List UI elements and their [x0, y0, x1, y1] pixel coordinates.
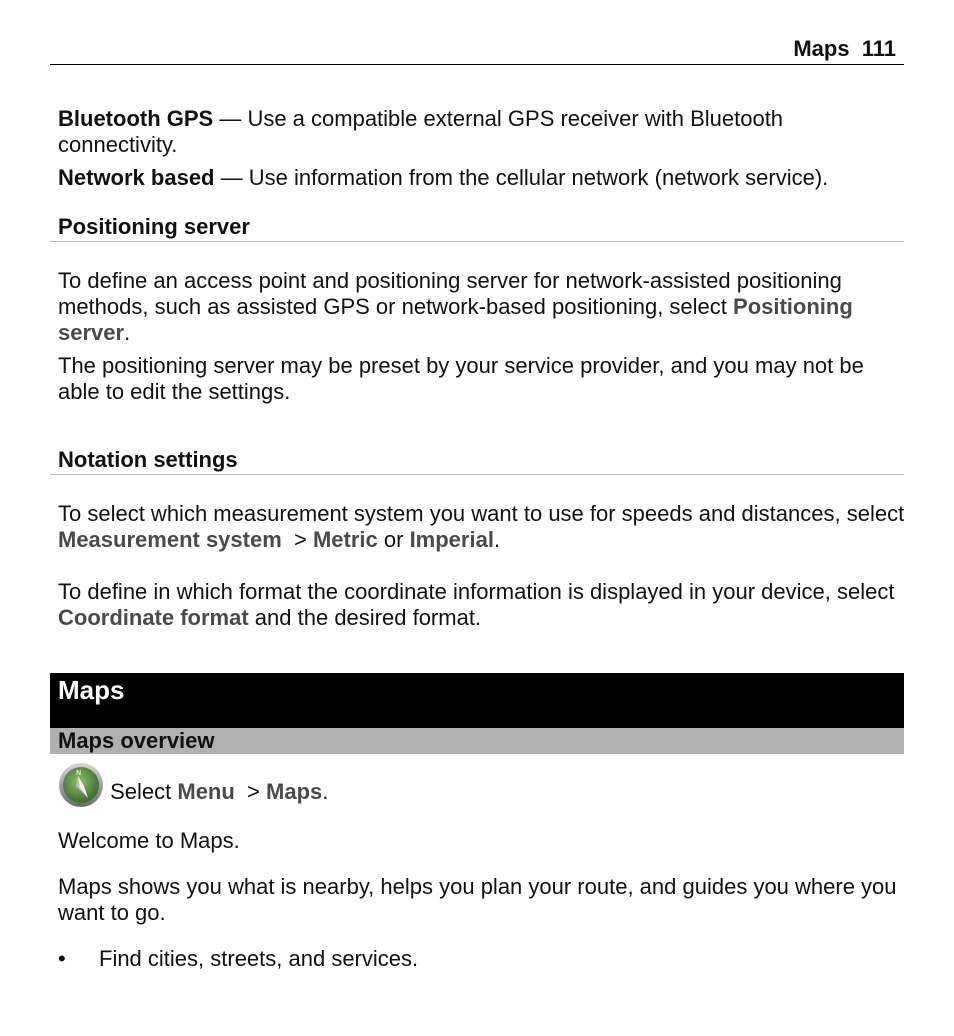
svg-text:N: N — [76, 769, 82, 777]
select-menu-instruction — [104, 779, 328, 805]
option-desc: — Use information from the cellular network (network service). — [214, 165, 829, 190]
chapter-title: Maps — [58, 675, 125, 705]
header-rule — [50, 64, 904, 65]
maps-compass-icon — [58, 762, 104, 808]
positioning-server-note: The positioning server may be preset by your service provider, and you may not be able to edit the settings. — [58, 353, 864, 404]
notation-settings-heading: Notation settings — [58, 447, 238, 472]
maps-overview-heading: Maps overview — [58, 728, 215, 753]
path-separator: > — [281, 527, 313, 552]
paragraph-text: To define in which format the coordinate information is displayed in your device, select — [58, 579, 895, 604]
maps-intro-paragraph: Maps shows you what is nearby, helps you plan your route, and guides you where you want to go. — [58, 874, 897, 925]
positioning-server-paragraph — [58, 268, 908, 346]
paragraph-text: To define an access point and positioning server for network-assisted positioning methods, such as assisted GPS or network-based positioning, select — [58, 268, 842, 319]
option-desc: — Use a compatible external GPS receiver with Bluetooth connectivity. — [58, 106, 784, 157]
option-term: Network based — [58, 165, 215, 190]
page-number: 111 — [861, 36, 896, 61]
bullet-marker: • — [58, 946, 66, 971]
coordinate-paragraph — [58, 579, 908, 631]
ui-term-measurement-system: Measurement system — [58, 527, 282, 552]
ui-term-positioning-server: Positioning server — [58, 294, 853, 345]
option-network-based — [58, 165, 908, 191]
ui-term-menu: Menu — [177, 779, 235, 804]
instruction-text: Select — [104, 779, 178, 804]
option-term: Bluetooth GPS — [58, 106, 214, 131]
welcome-text: Welcome to Maps. — [58, 828, 240, 853]
path-separator: > — [234, 779, 267, 804]
ui-term-metric: Metric — [312, 527, 378, 552]
measurement-paragraph — [58, 501, 908, 553]
paragraph-text: . — [124, 320, 131, 345]
ui-term-imperial: Imperial — [409, 527, 494, 552]
paragraph-text: To select which measurement system you want to use for speeds and distances, select — [58, 501, 905, 526]
chapter-bar — [50, 673, 904, 728]
ui-term-coordinate-format: Coordinate format — [58, 605, 249, 630]
paragraph-text: or — [377, 527, 410, 552]
bullet-item: Find cities, streets, and services. — [99, 946, 419, 971]
running-header — [793, 36, 896, 62]
instruction-text: . — [322, 779, 329, 804]
section-rule — [50, 474, 904, 475]
paragraph-text: . — [493, 527, 501, 552]
positioning-server-heading: Positioning server — [58, 214, 250, 239]
option-bluetooth-gps — [58, 106, 908, 158]
ui-term-maps: Maps — [266, 779, 323, 804]
header-section-title: Maps — [793, 36, 850, 61]
paragraph-text: and the desired format. — [248, 605, 482, 630]
section-rule — [50, 241, 904, 242]
